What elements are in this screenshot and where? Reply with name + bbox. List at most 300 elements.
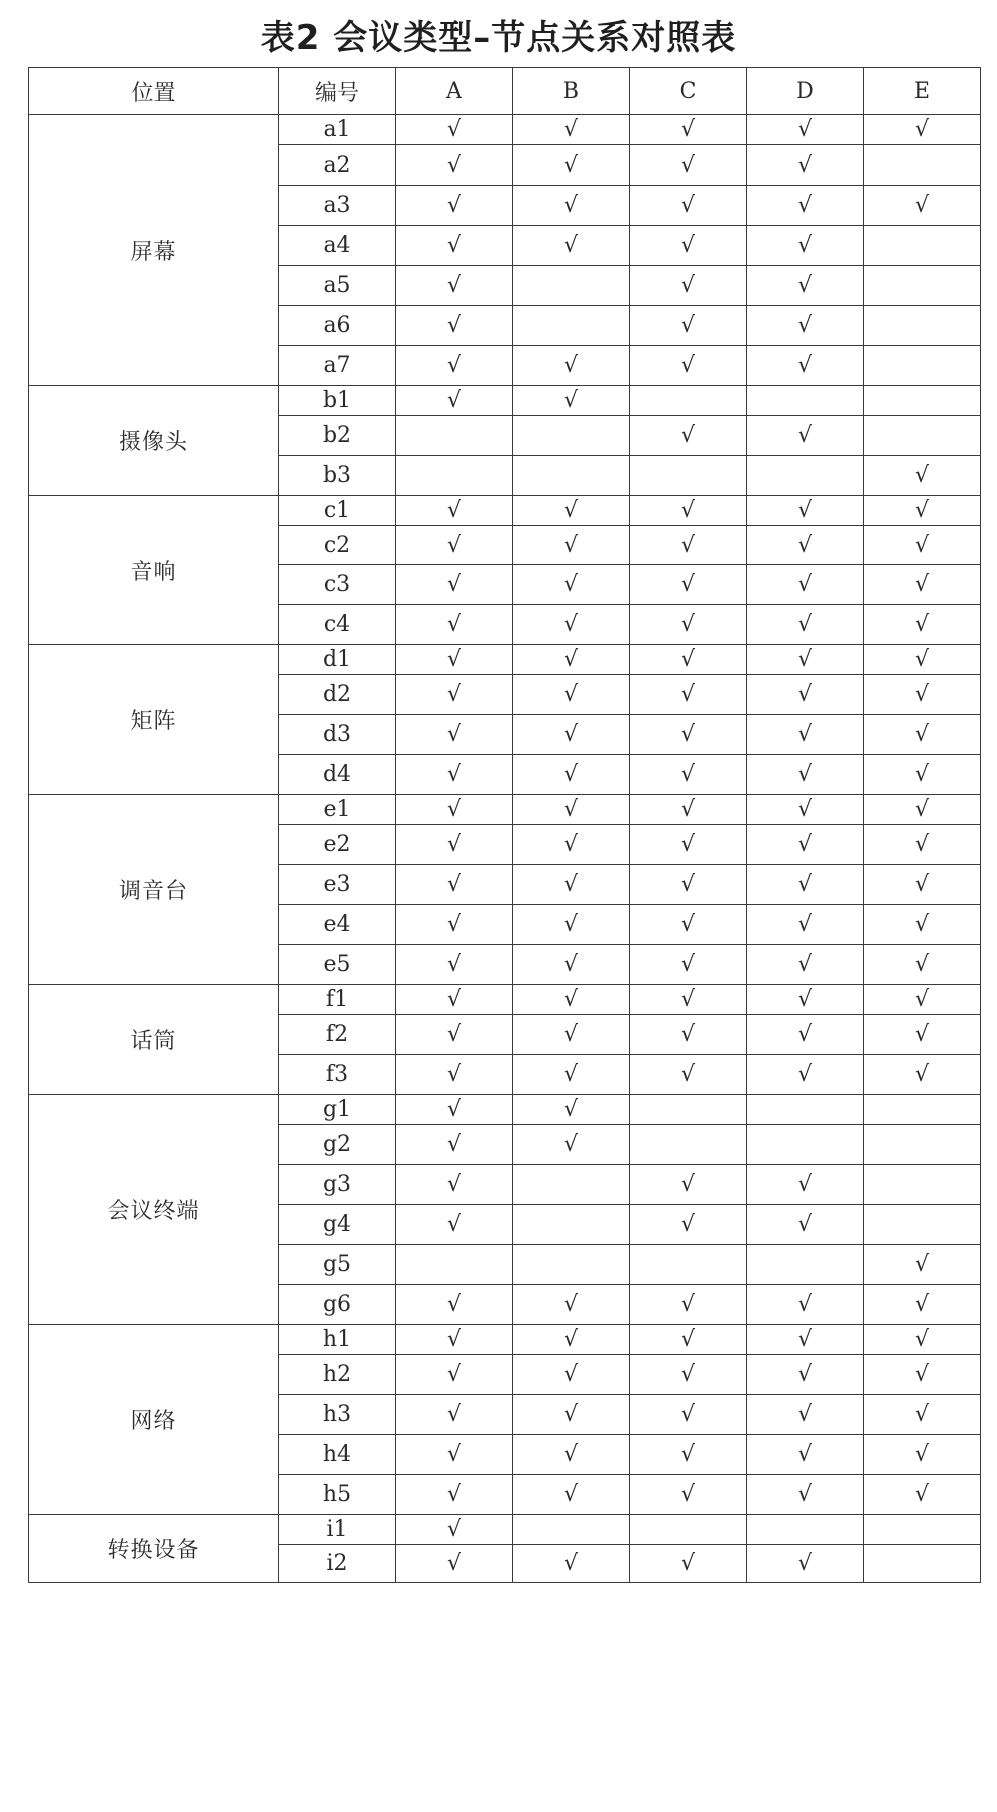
location-cell: 转换设备 [29, 1515, 279, 1583]
code-cell: f1 [279, 985, 396, 1015]
type-e-cell [864, 456, 981, 496]
type-d-cell [747, 306, 864, 346]
check-mark-icon: √ [914, 797, 930, 822]
type-e-cell [864, 905, 981, 945]
check-mark-icon: √ [797, 1402, 813, 1427]
check-mark-icon: √ [563, 572, 579, 597]
check-mark-icon: √ [680, 313, 696, 338]
check-mark-icon: √ [446, 762, 462, 787]
check-mark-icon: √ [797, 987, 813, 1012]
type-a-cell [396, 1165, 513, 1205]
check-mark-icon: √ [446, 1292, 462, 1317]
check-mark-icon: √ [680, 987, 696, 1012]
check-mark-icon: √ [446, 1482, 462, 1507]
type-a-cell [396, 1015, 513, 1055]
check-mark-icon: √ [563, 1362, 579, 1387]
type-b-cell [513, 565, 630, 605]
type-a-cell [396, 1095, 513, 1125]
type-c-cell [630, 306, 747, 346]
type-a-cell [396, 1515, 513, 1545]
type-e-cell [864, 675, 981, 715]
check-mark-icon: √ [680, 152, 696, 178]
check-mark-icon: √ [563, 762, 579, 787]
code-cell: e5 [279, 945, 396, 985]
type-a-cell [396, 825, 513, 865]
location-cell: 屏幕 [29, 115, 279, 386]
type-d-cell [747, 1125, 864, 1165]
check-mark-icon: √ [914, 1062, 930, 1087]
type-d-cell [747, 985, 864, 1015]
type-e-cell [864, 416, 981, 456]
type-d-cell [747, 1055, 864, 1095]
check-mark-icon: √ [446, 313, 462, 338]
check-mark-icon: √ [680, 117, 696, 142]
code-cell: h1 [279, 1325, 396, 1355]
type-d-cell [747, 865, 864, 905]
type-b-cell [513, 1095, 630, 1125]
check-mark-icon: √ [914, 532, 930, 558]
type-c-cell [630, 186, 747, 226]
type-a-cell [396, 186, 513, 226]
check-mark-icon: √ [797, 532, 813, 558]
check-mark-icon: √ [446, 1022, 462, 1047]
meeting-node-table [28, 67, 981, 1583]
check-mark-icon: √ [563, 987, 579, 1012]
type-c-cell [630, 526, 747, 565]
check-mark-icon: √ [446, 647, 462, 672]
type-b-cell [513, 496, 630, 526]
check-mark-icon: √ [446, 1517, 462, 1542]
type-a-cell [396, 795, 513, 825]
location-cell: 摄像头 [29, 386, 279, 496]
table-row [29, 386, 981, 416]
type-c-cell [630, 605, 747, 645]
check-mark-icon: √ [446, 532, 462, 558]
type-a-cell [396, 306, 513, 346]
type-b-cell [513, 645, 630, 675]
type-a-cell [396, 1205, 513, 1245]
type-a-cell [396, 145, 513, 186]
check-mark-icon: √ [563, 193, 579, 218]
location-cell: 话筒 [29, 985, 279, 1095]
check-mark-icon: √ [680, 1482, 696, 1507]
code-cell: d1 [279, 645, 396, 675]
code-cell: g4 [279, 1205, 396, 1245]
check-mark-icon: √ [680, 722, 696, 747]
type-d-cell [747, 825, 864, 865]
check-mark-icon: √ [914, 952, 930, 977]
check-mark-icon: √ [797, 423, 813, 448]
type-b-cell [513, 1055, 630, 1095]
type-a-cell [396, 266, 513, 306]
check-mark-icon: √ [797, 572, 813, 597]
check-mark-icon: √ [797, 612, 813, 637]
type-c-cell [630, 715, 747, 755]
check-mark-icon: √ [446, 1097, 462, 1122]
type-d-cell [747, 386, 864, 416]
type-d-cell [747, 755, 864, 795]
check-mark-icon: √ [914, 872, 930, 897]
type-a-cell [396, 115, 513, 145]
type-b-cell [513, 1015, 630, 1055]
type-e-cell [864, 1325, 981, 1355]
type-e-cell [864, 1095, 981, 1125]
type-e-cell [864, 1165, 981, 1205]
type-e-cell [864, 266, 981, 306]
type-d-cell [747, 795, 864, 825]
type-b-cell [513, 1395, 630, 1435]
type-b-cell [513, 905, 630, 945]
type-e-cell [864, 1515, 981, 1545]
type-e-cell [864, 1285, 981, 1325]
type-a-cell [396, 1545, 513, 1583]
check-mark-icon: √ [797, 912, 813, 937]
type-e-cell [864, 1435, 981, 1475]
check-mark-icon: √ [563, 952, 579, 977]
type-b-cell [513, 755, 630, 795]
type-d-cell [747, 416, 864, 456]
type-d-cell [747, 645, 864, 675]
type-a-cell [396, 416, 513, 456]
check-mark-icon: √ [680, 193, 696, 218]
check-mark-icon: √ [914, 682, 930, 707]
type-b-cell [513, 1125, 630, 1165]
type-b-cell [513, 186, 630, 226]
check-mark-icon: √ [446, 1172, 462, 1197]
code-cell: c1 [279, 496, 396, 526]
type-d-cell [747, 1015, 864, 1055]
check-mark-icon: √ [446, 152, 462, 178]
check-mark-icon: √ [797, 1292, 813, 1317]
check-mark-icon: √ [446, 797, 462, 822]
type-e-cell [864, 346, 981, 386]
type-e-cell [864, 1475, 981, 1515]
type-c-cell [630, 226, 747, 266]
code-cell: g1 [279, 1095, 396, 1125]
check-mark-icon: √ [914, 1022, 930, 1047]
check-mark-icon: √ [797, 117, 813, 142]
type-d-cell [747, 1355, 864, 1395]
type-d-cell [747, 1395, 864, 1435]
type-b-cell [513, 985, 630, 1015]
type-a-cell [396, 945, 513, 985]
type-d-cell [747, 1435, 864, 1475]
code-cell: d2 [279, 675, 396, 715]
type-d-cell [747, 266, 864, 306]
type-c-cell [630, 1205, 747, 1245]
type-b-cell [513, 1475, 630, 1515]
check-mark-icon: √ [446, 952, 462, 977]
check-mark-icon: √ [797, 832, 813, 857]
check-mark-icon: √ [914, 463, 930, 488]
type-a-cell [396, 1055, 513, 1095]
type-e-cell [864, 1395, 981, 1435]
check-mark-icon: √ [446, 612, 462, 637]
type-c-cell [630, 1125, 747, 1165]
code-cell: a7 [279, 346, 396, 386]
type-a-cell [396, 1475, 513, 1515]
type-e-cell [864, 645, 981, 675]
check-mark-icon: √ [914, 1482, 930, 1507]
type-c-cell [630, 1285, 747, 1325]
check-mark-icon: √ [446, 388, 462, 413]
check-mark-icon: √ [680, 532, 696, 558]
check-mark-icon: √ [914, 572, 930, 597]
check-mark-icon: √ [680, 1442, 696, 1467]
check-mark-icon: √ [914, 1362, 930, 1387]
type-a-cell [396, 1325, 513, 1355]
check-mark-icon: √ [680, 647, 696, 672]
type-b-cell [513, 346, 630, 386]
code-cell: a6 [279, 306, 396, 346]
type-b-cell [513, 945, 630, 985]
check-mark-icon: √ [563, 912, 579, 937]
type-e-cell [864, 755, 981, 795]
header-type-e: E [864, 68, 981, 115]
check-mark-icon: √ [446, 233, 462, 258]
check-mark-icon: √ [680, 1362, 696, 1387]
check-mark-icon: √ [797, 353, 813, 378]
header-type-b: B [513, 68, 630, 115]
check-mark-icon: √ [797, 233, 813, 258]
type-e-cell [864, 1205, 981, 1245]
check-mark-icon: √ [914, 193, 930, 218]
check-mark-icon: √ [797, 797, 813, 822]
check-mark-icon: √ [680, 1172, 696, 1197]
check-mark-icon: √ [680, 353, 696, 378]
type-c-cell [630, 115, 747, 145]
location-cell: 调音台 [29, 795, 279, 985]
type-a-cell [396, 1355, 513, 1395]
code-cell: a3 [279, 186, 396, 226]
check-mark-icon: √ [797, 872, 813, 897]
type-e-cell [864, 1355, 981, 1395]
type-c-cell [630, 985, 747, 1015]
check-mark-icon: √ [797, 498, 813, 523]
type-b-cell [513, 715, 630, 755]
type-d-cell [747, 905, 864, 945]
check-mark-icon: √ [914, 912, 930, 937]
type-d-cell [747, 715, 864, 755]
check-mark-icon: √ [563, 1482, 579, 1507]
type-d-cell [747, 1245, 864, 1285]
type-b-cell [513, 306, 630, 346]
check-mark-icon: √ [797, 152, 813, 178]
code-cell: c2 [279, 526, 396, 565]
type-e-cell [864, 565, 981, 605]
code-cell: f3 [279, 1055, 396, 1095]
type-e-cell [864, 1125, 981, 1165]
type-c-cell [630, 945, 747, 985]
type-a-cell [396, 905, 513, 945]
type-c-cell [630, 145, 747, 186]
type-e-cell [864, 1545, 981, 1583]
type-b-cell [513, 1205, 630, 1245]
code-cell: g3 [279, 1165, 396, 1205]
type-d-cell [747, 186, 864, 226]
type-e-cell [864, 526, 981, 565]
check-mark-icon: √ [446, 1362, 462, 1387]
type-a-cell [396, 456, 513, 496]
type-a-cell [396, 565, 513, 605]
code-cell: h3 [279, 1395, 396, 1435]
type-b-cell [513, 675, 630, 715]
check-mark-icon: √ [680, 498, 696, 523]
type-d-cell [747, 115, 864, 145]
code-cell: g6 [279, 1285, 396, 1325]
table-row [29, 795, 981, 825]
location-cell: 会议终端 [29, 1095, 279, 1325]
check-mark-icon: √ [680, 912, 696, 937]
code-cell: e2 [279, 825, 396, 865]
code-cell: d3 [279, 715, 396, 755]
check-mark-icon: √ [914, 1327, 930, 1352]
type-c-cell [630, 386, 747, 416]
header-type-a: A [396, 68, 513, 115]
code-cell: i2 [279, 1545, 396, 1583]
check-mark-icon: √ [563, 1442, 579, 1467]
check-mark-icon: √ [914, 762, 930, 787]
check-mark-icon: √ [680, 1212, 696, 1237]
check-mark-icon: √ [797, 1172, 813, 1197]
code-cell: h2 [279, 1355, 396, 1395]
type-a-cell [396, 1435, 513, 1475]
check-mark-icon: √ [680, 612, 696, 637]
check-mark-icon: √ [680, 682, 696, 707]
check-mark-icon: √ [563, 1022, 579, 1047]
code-cell: a5 [279, 266, 396, 306]
code-cell: f2 [279, 1015, 396, 1055]
type-c-cell [630, 496, 747, 526]
type-c-cell [630, 755, 747, 795]
type-c-cell [630, 1395, 747, 1435]
check-mark-icon: √ [446, 682, 462, 707]
type-a-cell [396, 865, 513, 905]
check-mark-icon: √ [914, 722, 930, 747]
type-a-cell [396, 1245, 513, 1285]
type-b-cell [513, 605, 630, 645]
check-mark-icon: √ [680, 797, 696, 822]
header-row [29, 68, 981, 115]
type-b-cell [513, 145, 630, 186]
type-b-cell [513, 1545, 630, 1583]
check-mark-icon: √ [797, 1482, 813, 1507]
type-d-cell [747, 1285, 864, 1325]
check-mark-icon: √ [680, 423, 696, 448]
type-d-cell [747, 565, 864, 605]
check-mark-icon: √ [680, 952, 696, 977]
location-cell: 矩阵 [29, 645, 279, 795]
type-d-cell [747, 1325, 864, 1355]
type-c-cell [630, 865, 747, 905]
type-b-cell [513, 1515, 630, 1545]
check-mark-icon: √ [563, 797, 579, 822]
check-mark-icon: √ [797, 1442, 813, 1467]
type-a-cell [396, 496, 513, 526]
type-b-cell [513, 1285, 630, 1325]
type-d-cell [747, 346, 864, 386]
check-mark-icon: √ [914, 987, 930, 1012]
check-mark-icon: √ [797, 1362, 813, 1387]
check-mark-icon: √ [797, 1551, 813, 1576]
check-mark-icon: √ [680, 872, 696, 897]
check-mark-icon: √ [563, 682, 579, 707]
code-cell: h5 [279, 1475, 396, 1515]
type-c-cell [630, 1475, 747, 1515]
type-b-cell [513, 526, 630, 565]
table-title: 表2 会议类型–节点关系对照表 [260, 18, 737, 58]
check-mark-icon: √ [563, 152, 579, 178]
check-mark-icon: √ [914, 498, 930, 523]
check-mark-icon: √ [563, 532, 579, 558]
header-code: 编号 [279, 68, 396, 115]
code-cell: c4 [279, 605, 396, 645]
check-mark-icon: √ [446, 1442, 462, 1467]
check-mark-icon: √ [446, 1551, 462, 1576]
table-row [29, 985, 981, 1015]
type-e-cell [864, 226, 981, 266]
type-e-cell [864, 865, 981, 905]
type-c-cell [630, 1515, 747, 1545]
type-e-cell [864, 605, 981, 645]
check-mark-icon: √ [563, 117, 579, 142]
type-b-cell [513, 825, 630, 865]
type-d-cell [747, 1475, 864, 1515]
check-mark-icon: √ [446, 1062, 462, 1087]
type-d-cell [747, 456, 864, 496]
code-cell: e1 [279, 795, 396, 825]
check-mark-icon: √ [680, 1327, 696, 1352]
table-row [29, 645, 981, 675]
check-mark-icon: √ [446, 872, 462, 897]
type-e-cell [864, 186, 981, 226]
type-e-cell [864, 496, 981, 526]
check-mark-icon: √ [914, 1292, 930, 1317]
code-cell: h4 [279, 1435, 396, 1475]
type-a-cell [396, 1395, 513, 1435]
check-mark-icon: √ [914, 1402, 930, 1427]
check-mark-icon: √ [797, 647, 813, 672]
type-c-cell [630, 1245, 747, 1285]
type-a-cell [396, 755, 513, 795]
check-mark-icon: √ [797, 313, 813, 338]
check-mark-icon: √ [446, 273, 462, 298]
table-row [29, 496, 981, 526]
check-mark-icon: √ [797, 273, 813, 298]
check-mark-icon: √ [797, 722, 813, 747]
type-b-cell [513, 795, 630, 825]
code-cell: g2 [279, 1125, 396, 1165]
check-mark-icon: √ [563, 1551, 579, 1576]
check-mark-icon: √ [680, 832, 696, 857]
check-mark-icon: √ [563, 1292, 579, 1317]
type-a-cell [396, 226, 513, 266]
check-mark-icon: √ [446, 912, 462, 937]
type-a-cell [396, 715, 513, 755]
header-type-d: D [747, 68, 864, 115]
type-c-cell [630, 1165, 747, 1205]
type-d-cell [747, 1545, 864, 1583]
type-c-cell [630, 905, 747, 945]
check-mark-icon: √ [680, 273, 696, 298]
type-c-cell [630, 456, 747, 496]
type-a-cell [396, 1285, 513, 1325]
type-c-cell [630, 1435, 747, 1475]
type-b-cell [513, 1435, 630, 1475]
check-mark-icon: √ [680, 233, 696, 258]
type-c-cell [630, 1095, 747, 1125]
check-mark-icon: √ [680, 1022, 696, 1047]
